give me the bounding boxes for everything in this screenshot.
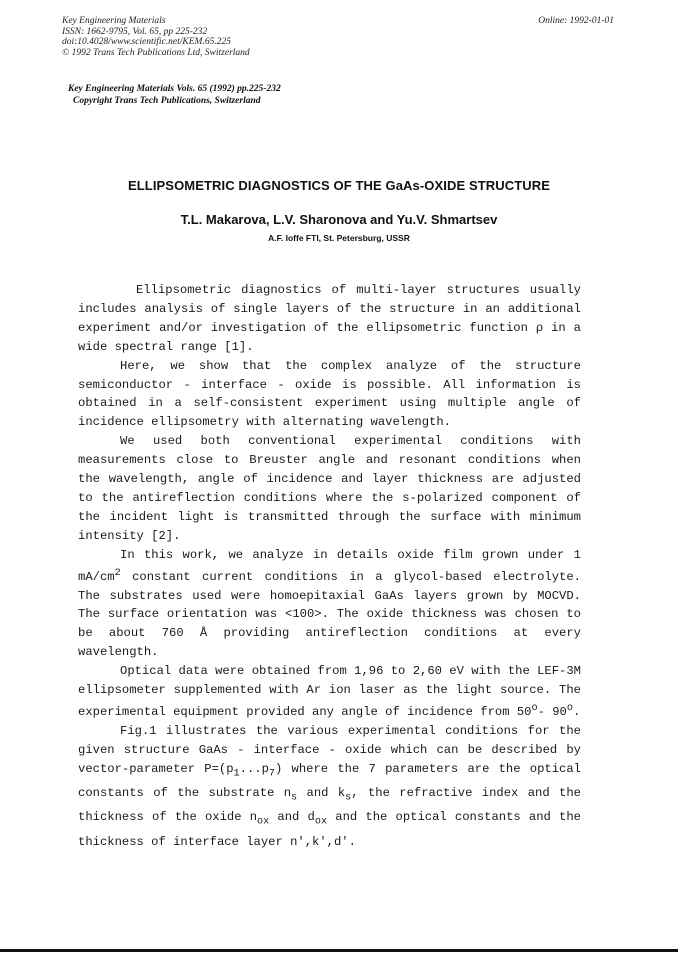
citation-volume: Key Engineering Materials Vols. 65 (1992) pp.225-232 [68, 84, 281, 94]
paper-authors: T.L. Makarova, L.V. Sharonova and Yu.V. Shmartsev [180, 212, 498, 227]
paper-affiliation: A.F. Ioffe FTI, St. Petersburg, USSR [268, 233, 410, 243]
doi-line: doi:10.4028/www.scientific.net/KEM.65.225 [62, 37, 231, 47]
journal-header [62, 16, 250, 58]
citation-copyright: Copyright Trans Tech Publications, Switzerland [73, 96, 261, 106]
issn-line: ISSN: 1662-9795, Vol. 65, pp 225-232 [62, 26, 208, 37]
paper-title: ELLIPSOMETRIC DIAGNOSTICS OF THE GaAs-OXIDE STRUCTURE [127, 178, 551, 193]
citation-block [68, 83, 281, 107]
paragraph-1: Ellipsometric diagnostics of multi-layer structures usually includes analysis of single layers of the structure in an additional experiment and/or investigation of the ellipsometric function ρ in a wide spectral range [1]. [78, 283, 581, 354]
body-text [78, 281, 581, 852]
footer-rule [0, 949, 678, 952]
paragraph-4: In this work, we analyze in details oxide film grown under 1 $mA/cm^2$ constant current conditions in a glycol-based electrolyte. The substrates used were homoepitaxial GaAs layers grown by MOCVD. The surface orientation was <100>. The oxide thickness was chosen to be about 760 Å providing antireflection conditions at every wavelength. [78, 547, 581, 660]
paragraph-6: Fig.1 illustrates the various experimental conditions for the given structure GaAs - interface - oxide which can be described by vector-parameter $P=(p_1...p_7)$ where the 7 parameters are the optical constants of the substrate $n_s$ and $k_s$, the refractive index and the thickness of the oxide $n_{ox}$ and $d_{ox}$ and the optical constants and the thickness of interface layer n',k',d'. [78, 723, 581, 849]
paragraph-2: Here, we show that the complex analyze of the structure semiconductor - interface - oxide is possible. All information is obtained in a self-consistent experiment using multiple angle of incidence ellipsometry with alternating wavelength. [78, 358, 581, 430]
copyright-line: © 1992 Trans Tech Publications Ltd, Switzerland [62, 47, 250, 58]
online-date: Online: 1992-01-01 [538, 16, 614, 26]
journal-name: Key Engineering Materials [62, 16, 166, 26]
paragraph-5: Optical data were obtained from 1,96 to 2,60 eV with the LEF-3M ellipsometer supplemented with Ar ion laser as the light source. The experimental equipment provided any angle of incidence from 50$^o$- 90$^o$. [78, 664, 581, 720]
paragraph-3: We used both conventional experimental conditions with measurements close to Breuster angle and resonant conditions when the wavelength, angle of incidence and layer thickness are adjusted to the antireflection conditions where the s-polarized component of the incident light is transmitted through the surface with minimum intensity [2]. [78, 434, 581, 543]
